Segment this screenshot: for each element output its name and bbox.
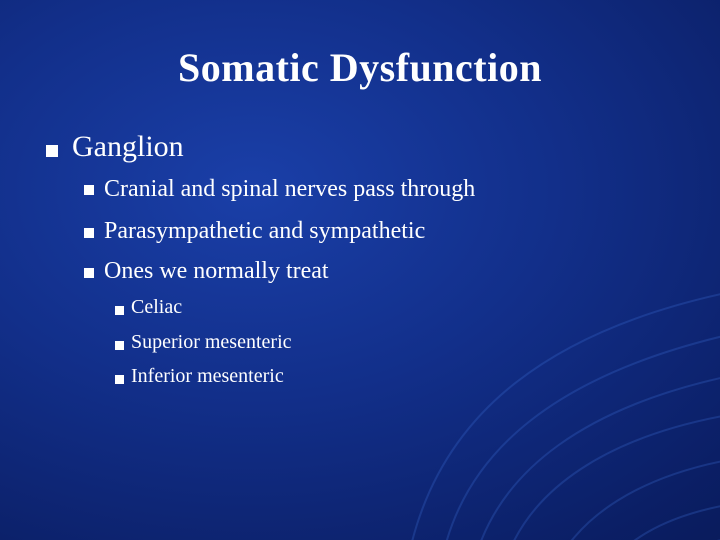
bullet-square-icon bbox=[84, 268, 94, 278]
bullet-square-icon bbox=[115, 341, 124, 350]
bullet-level2-item: Cranial and spinal nerves pass through bbox=[104, 176, 476, 202]
slide-title: Somatic Dysfunction bbox=[178, 45, 542, 90]
bullet-square-icon bbox=[84, 185, 94, 195]
bullet-square-icon bbox=[115, 375, 124, 384]
bullet-square-icon bbox=[46, 145, 58, 157]
bullet-level2-item: Ones we normally treat bbox=[104, 258, 329, 284]
decorative-curves bbox=[400, 250, 720, 540]
bullet-ganglion: Ganglion bbox=[72, 130, 184, 163]
bullet-level3-item: Inferior mesenteric bbox=[131, 365, 284, 387]
bullet-square-icon bbox=[84, 228, 94, 238]
bullet-square-icon bbox=[115, 306, 124, 315]
bullet-level3-item: Superior mesenteric bbox=[131, 331, 292, 353]
bullet-level3-item: Celiac bbox=[131, 296, 183, 318]
bullet-level2-item: Parasympathetic and sympathetic bbox=[104, 218, 426, 244]
